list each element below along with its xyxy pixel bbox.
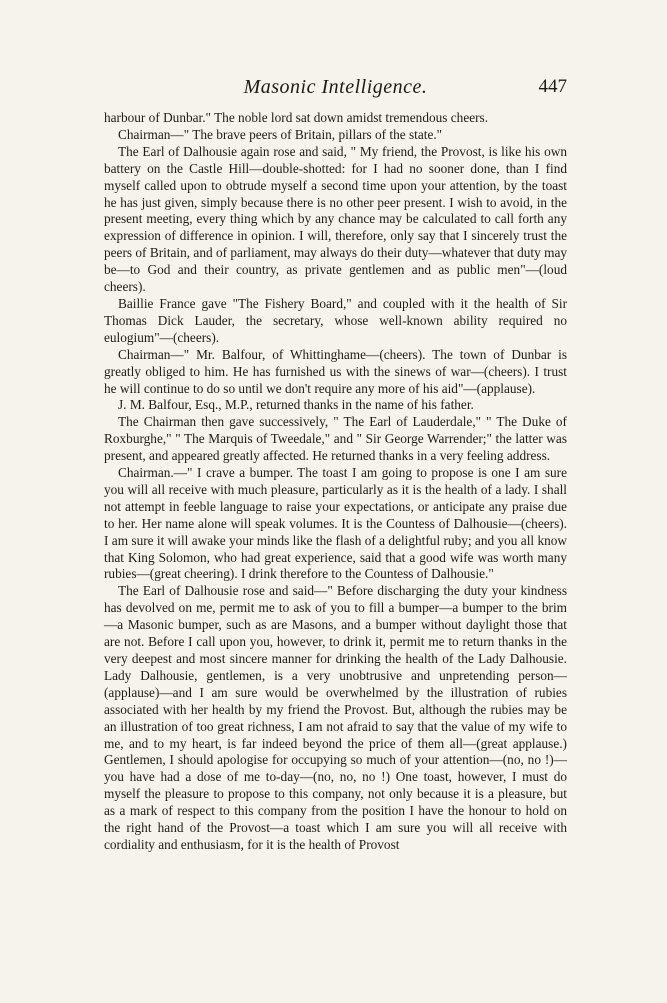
paragraph: Chairman.—" I crave a bumper. The toast I am going to propose is one I am sure you will all receive with much pleasure, particularly as it is the health of a lady. I shall not attempt in feeble language to raise your expectations, or anticipate any praise due to her. Her name alone will speak volumes. It is the Countess of Dalhousie—(cheers). I am sure it will awake your minds like the flash of a delightful ruby; and you all know that King Solomon, who had great experience, said that a good wife was worth many rubies—(great cheering). I drink therefore to the Countess of Dalhousie." — [104, 465, 567, 582]
paragraph: The Earl of Dalhousie again rose and said, " My friend, the Provost, is like his own battery on the Castle Hill—double-shotted: for I had no sooner done, than I find myself called upon to obtrude myself a second time upon your attention, by the toast he has just given, simply because there is no other peer present. I wish to avoid, in the present meeting, every thing which by any chance may be calculated to call forth any expression of difference in opinion. I will, therefore, only say that I sincerely trust the peers of Britain, and of parliament, may always do their duty—whatever that duty may be—to God and their country, as private gentlemen and as public men"—(loud cheers). — [104, 143, 567, 295]
running-title: Masonic Intelligence. — [243, 76, 428, 98]
paragraph: Chairman—" The brave peers of Britain, pillars of the state." — [118, 126, 443, 142]
paragraph: The Earl of Dalhousie rose and said—" Before discharging the duty your kindness has devolved on me, permit me to ask of you to fill a bumper—a bumper to the brim—a Masonic bumper, such as are Masons, and a bumper without daylight those that are not. Before I call upon you, however, to drink it, permit me to return thanks in the very deepest and most sincere manner for drinking the health of the Lady Dalhousie. Lady Dalhousie, gentlemen, is a very unobtrusive and unpretending person—(applause)—and I am sure would be overwhelmed by the illustration of rubies associated with her health by my friend the Provost. But, although the rubies may be an illustration of too great richness, I am not afraid to say that the value of my wife to me, and to my heart, is far indeed beyond the price of them all—(great applause.) Gentlemen, I should apologise for occupying so much of your attention—(no, no !)—you have had a dose of me to-day—(no, no, no !) One toast, however, I must do myself the pleasure to propose to this company, not only because it is a pleasure, but as a mark of respect to this company from the position I have the honour to hold on the right hand of the Provost—a toast which I am sure you will all receive with cordiality and enthusiasm, for it is the health of Provost — [104, 583, 567, 852]
page-number: 447 — [538, 76, 567, 97]
paragraph: J. M. Balfour, Esq., M.P., returned thanks in the name of his father. — [118, 397, 474, 413]
paragraph: harbour of Dunbar." The noble lord sat down amidst tremendous cheers. — [104, 110, 489, 125]
body-text — [104, 110, 567, 854]
page-header — [104, 76, 567, 104]
paragraph: The Chairman then gave successively, " The Earl of Lauderdale," " The Duke of Roxburghe," " The Marquis of Tweedale," and " Sir George Warrender;" the latter was present, and appeared greatly affected. He returned thanks in a very feeling address. — [104, 414, 567, 464]
paragraph: Chairman—" Mr. Balfour, of Whittinghame—(cheers). The town of Dunbar is greatly obliged to him. He has furnished us with the sinews of war—(cheers). I trust he will continue to do so until we don't require any more of his aid"—(applause). — [104, 346, 567, 396]
paragraph: Baillie France gave "The Fishery Board," and coupled with it the health of Sir Thomas Dick Lauder, the secretary, whose well-known ability required no eulogium"—(cheers). — [104, 295, 567, 345]
